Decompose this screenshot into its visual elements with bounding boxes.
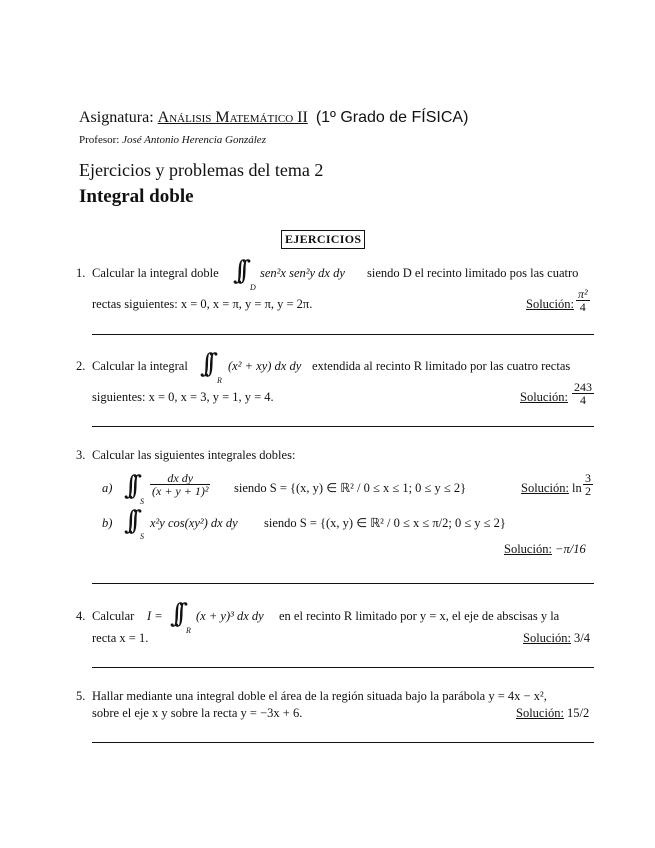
solution-denominator: 4 — [572, 393, 594, 406]
exercise-4-line2: recta x = 1. — [92, 631, 149, 645]
integrand-denominator: (x + y + 1)² — [152, 484, 209, 498]
solution-label: Solución: — [516, 706, 564, 720]
exercise-1-solution-value — [576, 288, 590, 313]
solution-numerator: π² — [578, 287, 588, 301]
exercise-4-number: 4. — [76, 609, 86, 623]
exercise-5-line2: sobre el eje x y sobre la recta y = −3x + 6. — [92, 706, 303, 720]
double-integral-sign: ∫∫ — [200, 349, 210, 379]
exercise-1-integrand: sen²x sen²y dx dy — [260, 266, 345, 280]
professor-line — [79, 134, 266, 146]
exercise-2-integrand: (x² + xy) dx dy — [228, 359, 302, 373]
exercise-3b-integrand: x²y cos(xy²) dx dy — [150, 516, 238, 530]
exercise-3a-fraction — [150, 472, 210, 497]
solution-value: 15/2 — [567, 706, 590, 720]
exercise-2-domain: R — [217, 376, 222, 385]
exercise-3b-label: b) — [102, 516, 113, 530]
solution-denominator: 4 — [576, 300, 590, 313]
exercise-3-number: 3. — [76, 448, 86, 462]
exercise-1-domain: D — [250, 283, 256, 292]
exercise-3a-domain: S — [140, 497, 144, 506]
exercise-1-number: 1. — [76, 266, 86, 280]
solution-value: −π/16 — [555, 542, 586, 556]
exercise-3b-condition: siendo S = {(x, y) ∈ ℝ² / 0 ≤ x ≤ π/2; 0 ≤ y ≤ 2} — [264, 516, 506, 530]
solution-label: Solución: — [504, 542, 552, 556]
divider — [92, 742, 594, 743]
exercise-3b-domain: S — [140, 532, 144, 541]
exercise-4-domain: R — [186, 626, 191, 635]
exercise-3b-solution — [504, 543, 586, 556]
exercise-4-rest: en el recinto R limitado por y = x, el eje de abscisas y la — [279, 609, 560, 623]
solution-label: Solución: — [526, 297, 574, 311]
exercise-5-solution — [516, 707, 589, 720]
exercise-3-lead: Calcular las siguientes integrales dobles: — [92, 448, 296, 462]
asignatura-label: Asignatura: — [79, 109, 154, 126]
solution-label: Solución: — [520, 390, 568, 404]
solution-numerator: 3 — [585, 471, 591, 485]
exercise-2-rest: extendida al recinto R limitado por las cuatro rectas — [312, 359, 571, 373]
exercise-2-solution-value — [572, 381, 594, 406]
exercise-2-line2: siguientes: x = 0, x = 3, y = 1, y = 4. — [92, 390, 274, 404]
divider — [92, 667, 594, 668]
double-integral-sign: ∫∫ — [124, 506, 134, 536]
divider — [92, 583, 594, 584]
exercise-5-line1: Hallar mediante una integral doble el área de la región situada bajo la parábola y = 4x − x², — [92, 689, 547, 703]
solution-label: Solución: — [523, 631, 571, 645]
solution-label: Solución: — [521, 481, 569, 495]
divider — [92, 334, 594, 335]
double-integral-sign: ∫∫ — [124, 471, 134, 501]
subject-name: Análisis Matemático II — [157, 109, 308, 126]
course-label: (1º Grado de FÍSICA) — [315, 109, 469, 126]
profesor-label: Profesor: — [79, 134, 120, 146]
divider — [92, 426, 594, 427]
exercise-4-lead: Calcular — [92, 609, 135, 623]
exercise-5-number: 5. — [76, 689, 86, 703]
subject-line — [79, 109, 468, 127]
profesor-name: José Antonio Herencia González — [122, 134, 266, 146]
solution-numerator: 243 — [574, 380, 592, 394]
exercise-3a-solution-value — [583, 472, 593, 497]
exercise-4-integrand: (x + y)³ dx dy — [196, 609, 264, 623]
solution-denominator: 2 — [585, 484, 591, 498]
exercise-4-solution — [523, 632, 590, 645]
exercise-2-number: 2. — [76, 359, 86, 373]
topic-heading: Ejercicios y problemas del tema 2 — [79, 160, 324, 180]
exercise-1-solution — [526, 298, 574, 311]
exercise-3a-label: a) — [102, 481, 113, 495]
page-title: Integral doble — [79, 186, 194, 207]
double-integral-sign: ∫∫ — [233, 256, 243, 286]
exercise-2-lead: Calcular la integral — [92, 359, 188, 373]
exercise-1-line2: rectas siguientes: x = 0, x = π, y = π, y = 2π. — [92, 297, 313, 311]
exercise-3a-condition: siendo S = {(x, y) ∈ ℝ² / 0 ≤ x ≤ 1; 0 ≤ y ≤ 2} — [234, 481, 467, 495]
exercise-3a-solution-prefix: ln — [572, 481, 582, 495]
exercise-1-lead: Calcular la integral doble — [92, 266, 219, 280]
exercise-1-rest: siendo D el recinto limitado pos las cuatro — [367, 266, 579, 280]
section-title: EJERCICIOS — [281, 230, 365, 249]
exercise-2-solution — [520, 391, 568, 404]
double-integral-sign: ∫∫ — [170, 599, 180, 629]
exercise-3a-solution — [521, 482, 569, 495]
exercise-4-eq: I = — [147, 609, 163, 623]
integrand-numerator: dx dy — [167, 471, 194, 485]
solution-value: 3/4 — [574, 631, 591, 645]
